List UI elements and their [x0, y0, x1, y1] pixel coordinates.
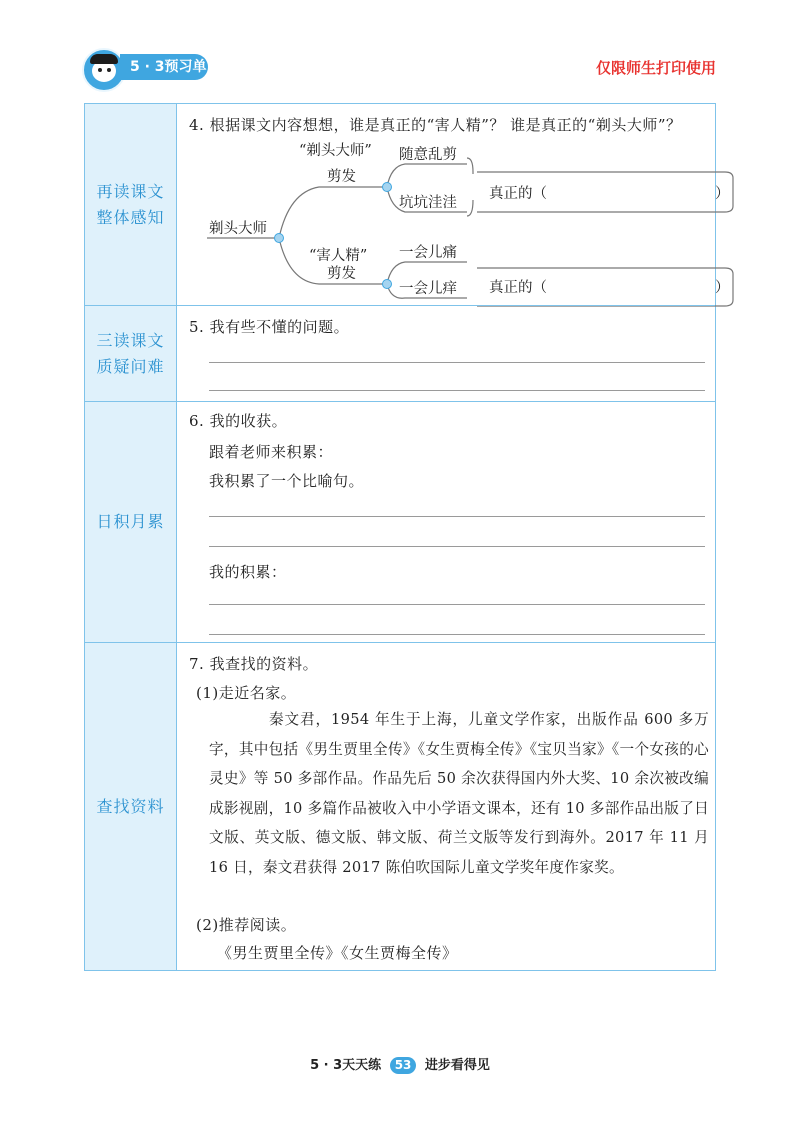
diagram-top-branch: 剪发: [327, 169, 356, 185]
answer-line[interactable]: [209, 546, 705, 547]
diagram-bottom-answer-close: ）: [715, 280, 730, 296]
diagram-bottom-leaf: 一会儿痒: [399, 281, 457, 297]
recommended-books: 《男生贾里全传》《女生贾梅全传》: [217, 944, 458, 962]
print-notice: 仅限师生打印使用: [595, 59, 716, 77]
answer-line[interactable]: [209, 516, 705, 517]
diagram-top-answer: 真正的（: [489, 186, 547, 202]
series-badge: 5 · 3预习单: [120, 54, 208, 80]
page-number: 53: [390, 1057, 417, 1074]
answer-line[interactable]: [209, 604, 705, 605]
footer-series: 5 · 3天天练: [310, 1058, 382, 1073]
accumulate-simile: 我积累了一个比喻句。: [209, 472, 365, 490]
section-label-accumulate: 日积月累: [85, 402, 177, 642]
diagram-root: 剃头大师: [209, 221, 267, 237]
author-bio: 秦文君，1954 年生于上海，儿童文学作家，出版作品 600 多万字，其中包括《男生贾里全传》《女生贾梅全传》《宝贝当家》《一个女孩的心灵史》等 50 多部作品。作品先后 50 余次获得国内外大奖、10 余次被改编成影视剧，10 多篇作品被收入中小学语文课本，还有 10 多部作品出版了日文版、英文版、德文版、韩文版、荷兰文版等发行到海外。2017 年 11 月 16 日，秦文君获得 2017 陈伯吹国际儿童文学奖年度作家奖。: [209, 711, 709, 876]
answer-line[interactable]: [209, 634, 705, 635]
section-label-question: 三读课文质疑问难: [85, 306, 177, 401]
worksheet-table: [84, 103, 730, 971]
accumulate-prompt: 跟着老师来积累：: [209, 443, 334, 461]
section-label-reread: 再读课文整体感知: [85, 104, 177, 305]
diagram-bottom-answer: 真正的（: [489, 280, 547, 296]
question-5: 5. 我有些不懂的问题。: [189, 318, 350, 336]
character-diagram: [177, 132, 730, 305]
sub-question-1: (1)走近名家。: [196, 684, 297, 702]
diagram-top-leaf: 坑坑洼洼: [399, 195, 457, 211]
question-4: 4. 根据课文内容想想，谁是真正的“害人精”？ 谁是真正的“剃头大师”？: [189, 116, 682, 134]
footer-slogan: 进步看得见: [424, 1058, 490, 1073]
diagram-top-label: “剃头大师”: [299, 143, 372, 159]
diagram-top-answer-close: ）: [715, 186, 730, 202]
diagram-bottom-branch: 剪发: [327, 266, 356, 282]
question-6: 6. 我的收获。: [189, 412, 288, 430]
my-accumulation-label: 我的积累：: [209, 563, 287, 581]
diagram-bottom-label: “害人精”: [309, 248, 368, 264]
question-7: 7. 我查找的资料。: [189, 655, 319, 673]
diagram-bottom-leaf: 一会儿痛: [399, 245, 457, 261]
section-label-research: 查找资料: [85, 643, 177, 970]
page-footer: [0, 1054, 800, 1074]
diagram-top-leaf: 随意乱剪: [399, 147, 457, 163]
answer-line[interactable]: [209, 390, 705, 391]
sub-question-2: (2)推荐阅读。: [196, 916, 297, 934]
answer-line[interactable]: [209, 362, 705, 363]
